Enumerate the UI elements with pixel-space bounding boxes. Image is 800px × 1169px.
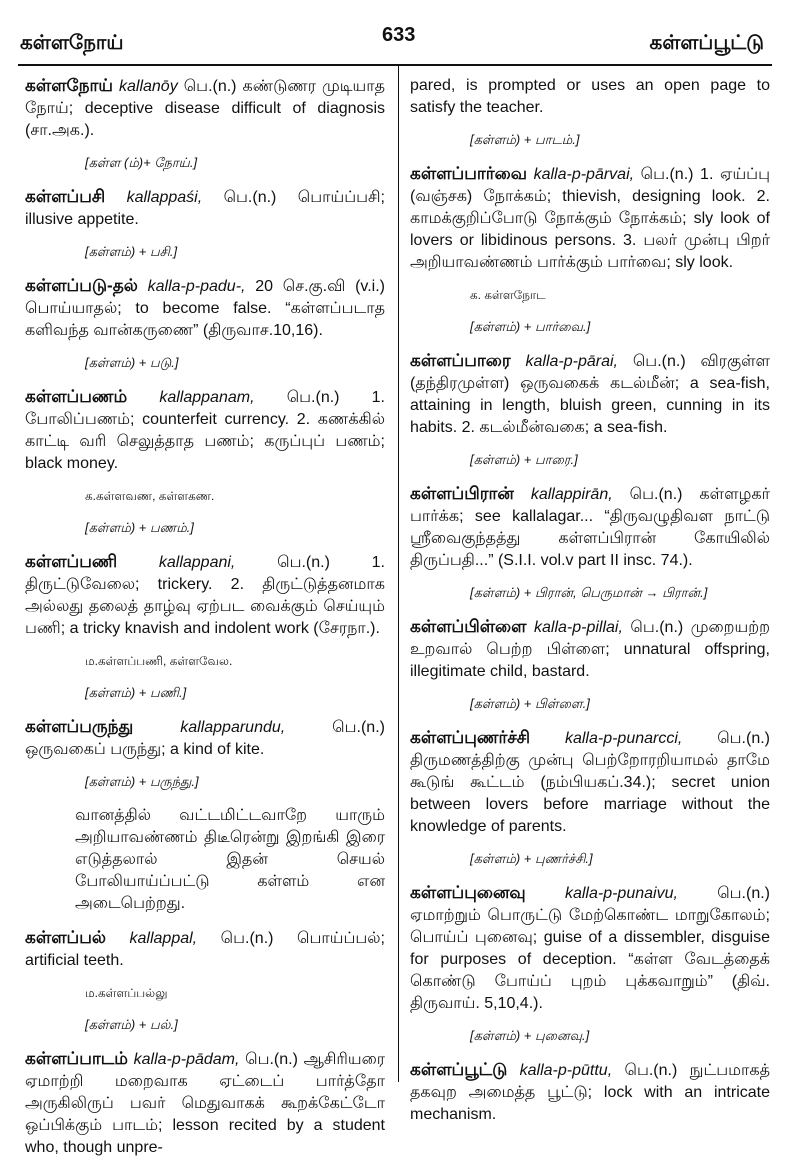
definition: பெ.(n.) பொய்ப்பசி; illusive appetite.	[25, 189, 385, 228]
definition: பெ.(n.) முறையற்ற உறவால் பெற்ற பிள்ளை; unnatural offspring, illegitimate child, bastard.	[410, 619, 770, 680]
etymology: [கள்ளம்) + பசி.]	[85, 244, 178, 259]
dictionary-entry	[25, 1048, 385, 1159]
cognates: ம.கள்ளப்பல்லு	[85, 986, 168, 1000]
dictionary-entry	[25, 927, 385, 972]
dictionary-entry	[410, 483, 770, 572]
dictionary-entry	[410, 1059, 770, 1126]
transliteration: kalla-p-pūttu,	[519, 1062, 613, 1079]
etymology: [கள்ளம்) + படு.]	[85, 355, 179, 370]
dictionary-entry	[25, 75, 385, 142]
dictionary-entry	[410, 727, 770, 838]
transliteration: kallappaśi,	[126, 189, 203, 206]
transliteration: kallapparundu,	[180, 719, 286, 736]
dictionary-entry	[25, 275, 385, 342]
right-column	[410, 75, 770, 1136]
headword: கள்ளப்பிரான்	[410, 484, 514, 503]
transliteration: kallappirān,	[530, 486, 613, 503]
headword: கள்ளப்பல்	[25, 928, 106, 947]
headword: கள்ளப்பிள்ளை	[410, 617, 527, 636]
etymology: [கள்ளம்) + பிள்ளை.]	[470, 696, 590, 711]
page-number: 633	[382, 24, 416, 46]
etymology: [கள்ளம்) + புணர்ச்சி.]	[470, 851, 593, 866]
transliteration: kallappani,	[158, 554, 236, 571]
dictionary-entry	[410, 616, 770, 683]
etymology: [கள்ளம்) + பாரை.]	[470, 452, 578, 467]
definition: 20 செ.கு.வி (v.i.) பொய்யாதல்; to become false. “கள்ளப்படாத களிவந்த வான்கருணை” (திருவாச.10,16).	[25, 278, 385, 339]
etymology: [கள்ளம்) + பணி.]	[85, 685, 187, 700]
headword: கள்ளப்பூட்டு	[410, 1060, 508, 1079]
definition: பெ.(n.) ஆசிரியரை ஏமாற்றி மறைவாக ஏட்டைப் பார்த்தோ அருகிலிருப் பவர் மெதுவாகக் கூறக்கேட்டோ ஒப்பிக்கும் பாடம்; lesson recited by a student who, though unpre-	[25, 1051, 385, 1156]
transliteration: kalla-p-pādam,	[133, 1051, 240, 1068]
page-header	[0, 0, 800, 60]
definition: பெ.(n.) கண்டுணர முடியாத நோய்; deceptive disease difficult of diagnosis (சா.அக.).	[25, 78, 385, 139]
cognates: ம.கள்ளப்பணி, கள்ளவேல.	[85, 654, 233, 668]
transliteration: kalla-p-punarcci,	[564, 730, 683, 747]
headword: கள்ளப்பணம்	[25, 387, 128, 406]
definition: பெ.(n.) பொய்ப்பல்; artificial teeth.	[25, 930, 385, 969]
etymology: [கள்ள (ம்)+ நோய்.]	[85, 155, 198, 170]
etymology: [கள்ளம்) + பணம்.]	[85, 520, 194, 535]
etymology: [கள்ளம்) + பருந்து.]	[85, 774, 199, 789]
dictionary-entry	[410, 882, 770, 1015]
running-head-left: கள்ளநோய்	[20, 32, 124, 54]
definition: பெ.(n.) கள்ளழகர் பார்க்க; see kallalagar... “திருவழுதிவள நாட்டு ஸ்ரீவைகுந்தத்து கள்ளப்பிரான் கோயிலில் திருப்பதி...” (S.I.I. vol.v part II insc. 74.).	[410, 486, 771, 569]
headword: கள்ளப்பார்வை	[410, 164, 527, 183]
transliteration: kalla-p-pārai,	[525, 353, 618, 370]
dictionary-entry	[25, 716, 385, 761]
transliteration: kalla-p-padu-,	[147, 278, 246, 295]
headword: கள்ளப்பாரை	[410, 351, 511, 370]
transliteration: kalla-p-punaivu,	[564, 885, 678, 902]
headword: கள்ளப்படு-தல்	[25, 276, 138, 295]
cognates: க. கள்ளநோட	[470, 288, 546, 302]
left-column	[25, 75, 385, 1169]
running-head-right: கள்ளப்பூட்டு	[649, 32, 764, 54]
etymology: [கள்ளம்) + பாடம்.]	[470, 132, 580, 147]
transliteration: kalla-p-pillai,	[533, 619, 623, 636]
dictionary-entry	[25, 551, 385, 640]
definition: பெ.(n.) விரகுள்ள (தந்திரமுள்ள) ஒருவகைக் கடல்மீன்; a sea-fish, attaining in length, bluish green, cunning in its habits. 2. கடல்மீன்வகை; a sea-fish.	[410, 353, 770, 436]
headword: கள்ளநோய்	[25, 76, 113, 95]
etymology: [கள்ளம்) + புனைவு.]	[470, 1028, 590, 1043]
transliteration: kallappanam,	[159, 389, 255, 406]
dictionary-entry	[25, 186, 385, 231]
transliteration: kallanōy	[119, 78, 178, 95]
dictionary-entry	[410, 350, 770, 439]
etymology: [கள்ளம்) + பல்.]	[85, 1017, 178, 1032]
definition: பெ.(n.) ஒருவகைப் பருந்து; a kind of kite.	[25, 719, 385, 758]
definition: பெ.(n.) ஏமாற்றும் பொருட்டு மேற்கொண்ட மாறுகோலம்; பொய்ப் புனைவு; guise of a dissembler, disguise for purposes of deception. “கள்ள வேடத்தைக் கொண்டு போய்ப் புறம் புக்கவாறும்” (திவ். திருவாய். 5,10,4.).	[410, 885, 770, 1012]
definition: பெ.(n.) நுட்பமாகத் தகவுற அமைத்த பூட்டு; lock with an intricate mechanism.	[410, 1062, 770, 1123]
definition: பெ.(n.) திருமணத்திற்கு முன்பு பெற்றோரறியாமல் தாமே கூடுங் கூட்டம் (நம்பியகப்.34.); secret union between lovers before marriage without the knowledge of parents.	[410, 730, 770, 835]
headword: கள்ளப்பருந்து	[25, 717, 134, 736]
explanatory-note: வானத்தில் வட்டமிட்டவாறே யாரும் அறியாவண்ணம் திடீரென்று இறங்கி இரை எடுத்தலால் இதன் செயல் போலியாய்ப்பட்டு கள்ளம் என அடைபெற்றது.	[75, 807, 385, 912]
definition: பெ.(n.) 1. திருட்டுவேலை; trickery. 2. திருட்டுத்தனமாக அல்லது தலைத் தாழ்வு ஏற்பட வைக்கும் செய்யும் பணி; a tricky knavish and indolent work (சேரநா.).	[25, 554, 385, 637]
headword: கள்ளப்புனைவு	[410, 883, 526, 902]
transliteration: kalla-p-pārvai,	[533, 166, 635, 183]
continued-definition: pared, is prompted or uses an open page to satisfy the teacher.	[410, 77, 770, 116]
definition: பெ.(n.) 1. போலிப்பணம்; counterfeit currency. 2. கணக்கில் காட்டி வரி செலுத்தாத பணம்; கருப்புப் பணம்; black money.	[25, 389, 385, 472]
dictionary-entry	[410, 163, 770, 274]
headword: கள்ளப்பசி	[25, 187, 106, 206]
headword: கள்ளப்பணி	[25, 552, 118, 571]
dictionary-entry	[25, 386, 385, 475]
definition: பெ.(n.) 1. ஏய்ப்பு (வஞ்சக) நோக்கம்; thievish, designing look. 2. காமக்குறிப்போடு நோக்கும் நோக்கம்; sly look of lovers or libidinous persons. 3. பலர் முன்பு பிறர் அறியாவண்ணம் பார்க்கும் பார்வை; sly look.	[410, 166, 770, 271]
column-divider	[398, 66, 399, 1082]
cognates: க.கள்ளவண, கள்ளகண.	[85, 489, 215, 503]
etymology: [கள்ளம்) + பார்வை.]	[470, 319, 591, 334]
headword: கள்ளப்பாடம்	[25, 1049, 128, 1068]
etymology: [கள்ளம்) + பிரான், பெருமான் → பிரான்.]	[470, 585, 708, 600]
transliteration: kallappal,	[129, 930, 198, 947]
headword: கள்ளப்புணர்ச்சி	[410, 728, 531, 747]
header-rule	[18, 64, 772, 66]
